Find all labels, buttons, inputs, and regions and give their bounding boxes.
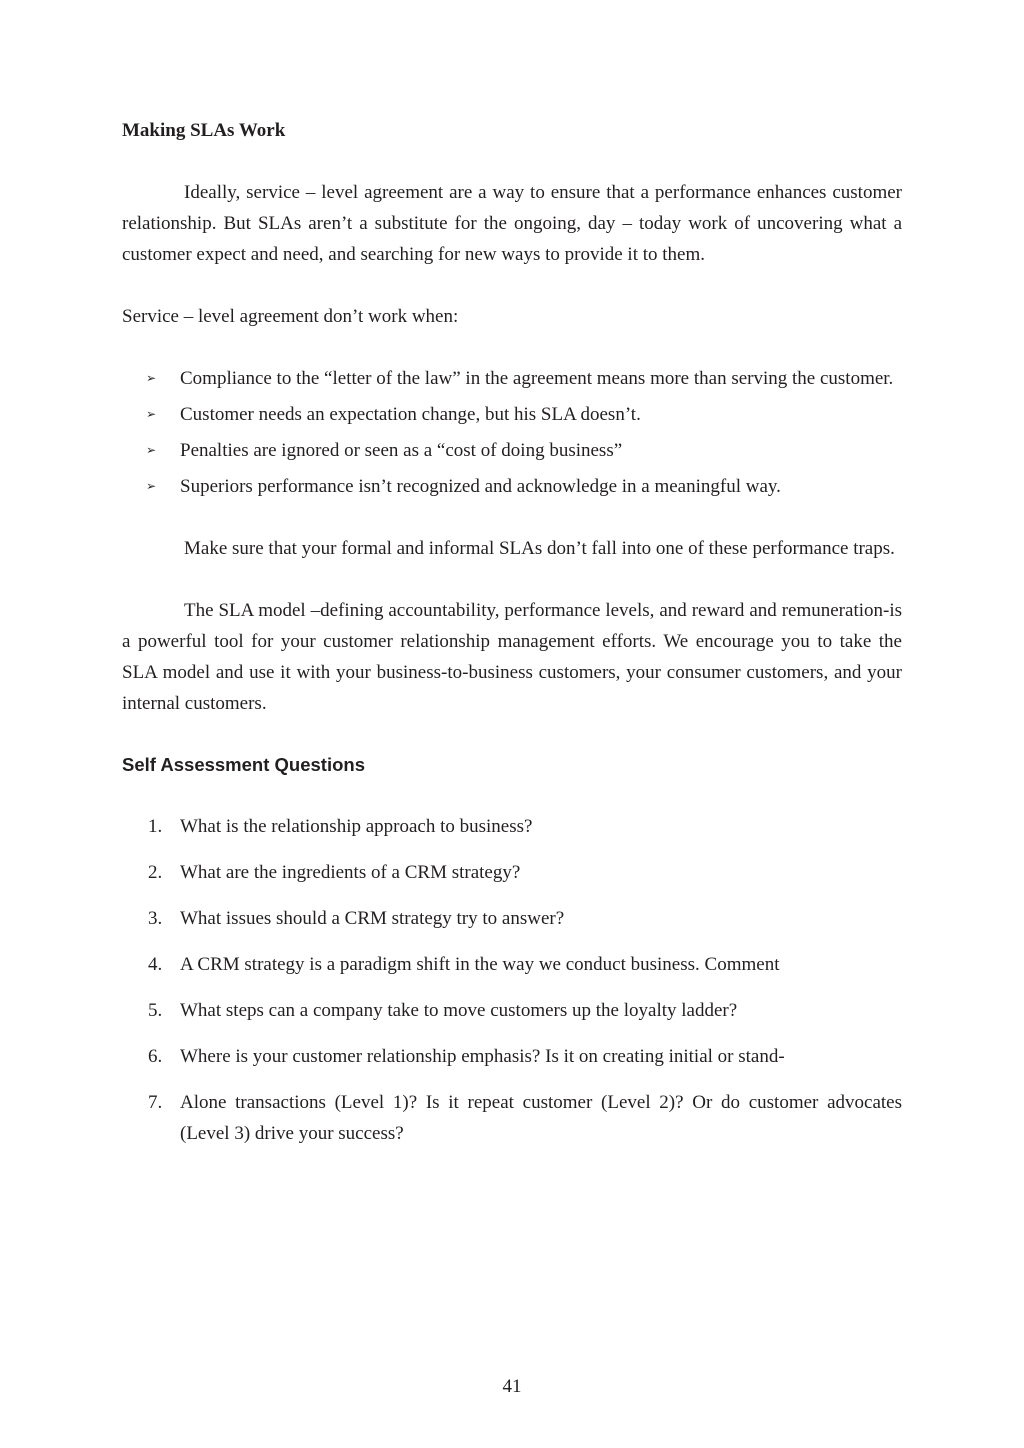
arrowhead-bullet-icon: ➢ <box>146 443 157 457</box>
page-content <box>122 116 902 1164</box>
paragraph-sla-model: The SLA model –defining accountability, performance levels, and reward and remuneration-is a powerful tool for your customer relationship management efforts. We encourage you to take the SLA model and use it with your business-to-business customers, your consumer customers, and your internal customers. <box>122 600 902 714</box>
paragraph-make-sure: Make sure that your formal and informal SLAs don’t fall into one of these performance traps. <box>184 538 895 559</box>
list-item: 7. Alone transactions (Level 1)? Is it repeat customer (Level 2)? Or do customer advocates (Level 3) drive your success? <box>148 1092 902 1144</box>
list-item: ➢ Superiors performance isn’t recognized and acknowledge in a meaningful way. <box>122 471 902 502</box>
list-item: ➢ Penalties are ignored or seen as a “cost of doing business” <box>122 435 902 466</box>
list-item: 4. A CRM strategy is a paradigm shift in the way we conduct business. Comment <box>148 954 780 975</box>
list-item: ➢ Customer needs an expectation change, but his SLA doesn’t. <box>122 399 902 430</box>
list-item: 5. What steps can a company take to move customers up the loyalty ladder? <box>148 1000 738 1021</box>
arrowhead-bullet-icon: ➢ <box>146 479 157 493</box>
section-heading-self-assessment: Self Assessment Questions <box>122 754 365 775</box>
list-item: ➢ Compliance to the “letter of the law” in the agreement means more than serving the customer. <box>122 363 902 394</box>
page-number: 41 <box>502 1376 522 1397</box>
paragraph-dont-work-when: Service – level agreement don’t work when: <box>122 306 459 327</box>
list-item: 6. Where is your customer relationship emphasis? Is it on creating initial or stand- <box>148 1046 785 1067</box>
list-item: 2. What are the ingredients of a CRM strategy? <box>148 862 521 883</box>
arrowhead-bullet-icon: ➢ <box>146 371 157 385</box>
list-item: 1. What is the relationship approach to business? <box>148 816 533 837</box>
bullet-list <box>122 363 902 502</box>
section-heading-making-slas-work: Making SLAs Work <box>122 120 286 141</box>
question-list <box>122 811 902 1149</box>
paragraph-ideally: Ideally, service – level agreement are a way to ensure that a performance enhances customer relationship. But SLAs aren’t a substitute for the ongoing, day – today work of uncovering what a customer expect and need, and searching for new ways to provide it to them. <box>122 182 902 265</box>
list-item: 3. What issues should a CRM strategy try to answer? <box>148 908 565 929</box>
arrowhead-bullet-icon: ➢ <box>146 407 157 421</box>
